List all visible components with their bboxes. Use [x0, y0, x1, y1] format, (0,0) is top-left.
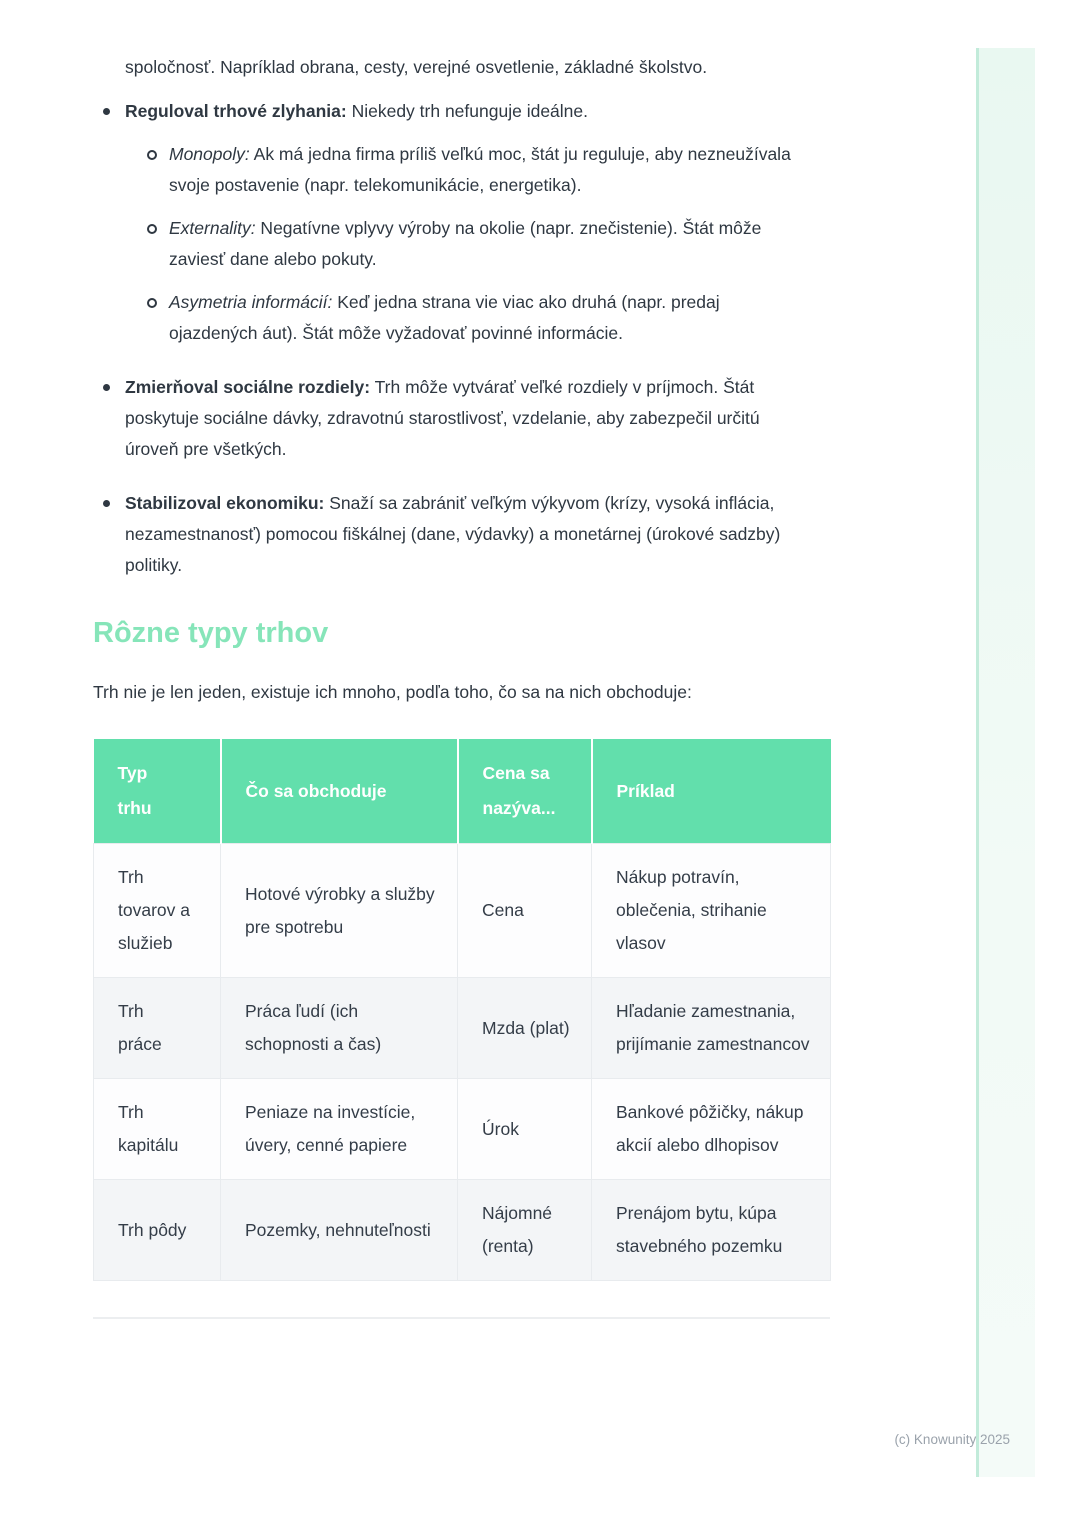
table-cell: Bankové pôžičky, nákup akcií alebo dlhopisov: [592, 1079, 831, 1180]
list-item: [103, 96, 830, 349]
sub-list-item: [147, 213, 830, 275]
list-item-text: Reguloval trhové zlyhania: Niekedy trh nefunguje ideálne.: [125, 101, 588, 121]
list-item-lead: Zmierňoval sociálne rozdiely:: [125, 377, 371, 397]
list-item: [103, 488, 830, 581]
table-cell: Prenájom bytu, kúpa stavebného pozemku: [592, 1180, 831, 1281]
column-header: Typ trhu: [94, 739, 221, 844]
table-cell: Hotové výrobky a služby pre spotrebu: [221, 844, 458, 978]
document-content: [93, 52, 830, 1319]
copyright-footer: (c) Knowunity 2025: [894, 1432, 1010, 1447]
sub-list-item-text: Monopoly: Ak má jedna firma príliš veľkú moc, štát ju reguluje, aby nezneužívala svoje postavenie (napr. telekomunikácie, energetika).: [169, 144, 791, 195]
sub-list-item: [147, 287, 830, 349]
table-row: [94, 978, 831, 1079]
table-cell: Trh tovarov a služieb: [94, 844, 221, 978]
list-item-text: Zmierňoval sociálne rozdiely: Trh môže vytvárať veľké rozdiely v príjmoch. Štát poskytuje sociálne dávky, zdravotnú starostlivosť, vzdelanie, aby zabezpečil určitú úroveň pre všetkých.: [125, 377, 760, 459]
section-heading: Rôzne typy trhov: [93, 617, 329, 649]
table-row: [94, 1079, 831, 1180]
bullet-circle-icon: [147, 150, 157, 160]
table-cell: Nákup potravín, oblečenia, strihanie vlasov: [592, 844, 831, 978]
table-cell: Trh pôdy: [94, 1180, 221, 1281]
sub-item-lead: Monopoly:: [169, 144, 250, 164]
table-cell: Mzda (plat): [458, 978, 592, 1079]
table-cell: Práca ľudí (ich schopnosti a čas): [221, 978, 458, 1079]
table-header: [94, 739, 831, 844]
bullet-disc-icon: [103, 384, 110, 391]
sub-list-item-text: Asymetria informácií: Keď jedna strana vie viac ako druhá (napr. predaj ojazdených áut). Štát môže vyžadovať povinné informácie.: [169, 292, 720, 343]
column-header: Čo sa obchoduje: [221, 739, 458, 844]
sub-item-lead: Externality:: [169, 218, 256, 238]
table-row: [94, 844, 831, 978]
list-item: [103, 372, 830, 465]
sub-list-item-text: Externality: Negatívne vplyvy výroby na okolie (napr. znečistenie). Štát môže zaviesť dane alebo pokuty.: [169, 218, 762, 269]
market-types-table: [93, 739, 831, 1281]
table-cell: Pozemky, nehnuteľnosti: [221, 1180, 458, 1281]
table-cell: Úrok: [458, 1079, 592, 1180]
bullet-circle-icon: [147, 224, 157, 234]
decorative-gradient-strip: [976, 48, 1035, 1477]
table-header-row: [94, 739, 831, 844]
list-item-lead: Stabilizoval ekonomiku:: [125, 493, 325, 513]
table-cell: Nájomné (renta): [458, 1180, 592, 1281]
table-cell: Trh práce: [94, 978, 221, 1079]
paragraph-continuation: spoločnosť. Napríklad obrana, cesty, verejné osvetlenie, základné školstvo.: [125, 57, 708, 77]
sub-list-item: [147, 139, 830, 201]
bullet-list: [93, 96, 830, 581]
list-item-text: Stabilizoval ekonomiku: Snaží sa zabrániť veľkým výkyvom (krízy, vysoká inflácia, nezamestnanosť) pomocou fiškálnej (dane, výdavky) a monetárnej (úrokové sadzby) politiky.: [125, 493, 781, 575]
column-header: Príklad: [592, 739, 831, 844]
bullet-disc-icon: [103, 108, 110, 115]
section-intro: Trh nie je len jeden, existuje ich mnoho, podľa toho, čo sa na nich obchoduje:: [93, 682, 692, 702]
table-cell: Peniaze na investície, úvery, cenné papiere: [221, 1079, 458, 1180]
sub-item-lead: Asymetria informácií:: [169, 292, 333, 312]
bullet-disc-icon: [103, 500, 110, 507]
table-row: [94, 1180, 831, 1281]
table-cell: Cena: [458, 844, 592, 978]
sub-bullet-list: [125, 139, 830, 349]
bullet-circle-icon: [147, 298, 157, 308]
table-cell: Hľadanie zamestnania, prijímanie zamestnancov: [592, 978, 831, 1079]
column-header: Cena sa nazýva...: [458, 739, 592, 844]
section-divider: [93, 1317, 830, 1319]
list-item-lead: Reguloval trhové zlyhania:: [125, 101, 347, 121]
table-cell: Trh kapitálu: [94, 1079, 221, 1180]
